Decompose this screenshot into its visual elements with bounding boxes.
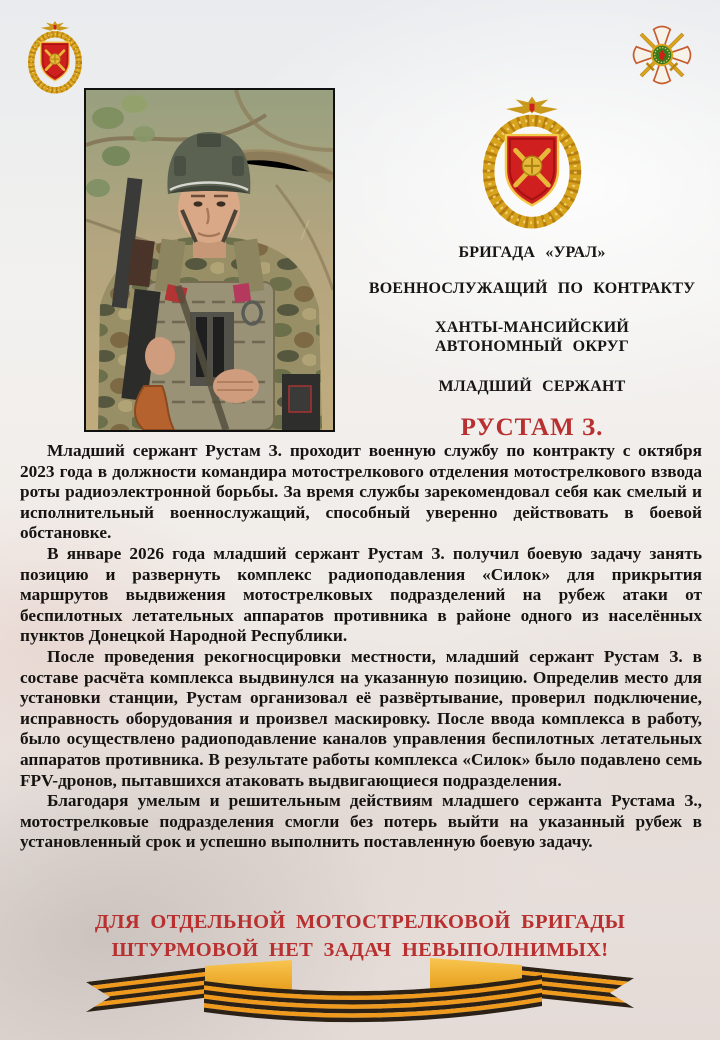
region-line1: ХАНТЫ-МАНСИЙСКИЙ bbox=[434, 319, 630, 336]
region-line2: АВТОНОМНЫЙ ОКРУГ bbox=[434, 338, 630, 355]
brigade-emblem-icon bbox=[479, 92, 585, 232]
military-district-emblem-icon bbox=[20, 20, 90, 94]
paragraph-3: После проведения рекогносцировки местности, младший сержант Рустам З. в составе расчёта комплекса выдвинулся на указанную позицию. Определив место для установки станции, Рустам организовал её развёртывание, проверил подключение, исправность оборудования и произвел маскировку. После ввода комплекса в работу, было осуществлено радиоподавление каналов управления беспилотных летательных аппаратов противника. В результате работы комплекса «Силок» было подавлено семь FPV-дронов, пытавшихся атаковать выдвигающиеся подразделения. bbox=[20, 646, 702, 790]
paragraph-2: В январе 2026 года младший сержант Рустам З. получил боевую задачу занять позицию и развернуть комплекс радиоподавления «Силок» для прикрытия маршрутов выдвижения мотострелковых подразделений на рубеж атаки от беспилотных летательных аппаратов противника в районе одного из населённых пунктов Донецкой Народной Республики. bbox=[20, 543, 702, 646]
paragraph-1: Младший сержант Рустам З. проходит военную службу по контракту с октября 2023 года в должности командира мотострелкового отделения мотострелкового взвода роты радиоэлектронной борьбы. За время службы зарекомендовал себя как смелый и исполнительный военнослужащий, способный уверенно действовать в боевой обстановке. bbox=[20, 441, 702, 543]
right-column bbox=[358, 88, 706, 442]
soldier-photo bbox=[84, 88, 335, 432]
slogan-line1: ДЛЯ ОТДЕЛЬНОЙ МОТОСТРЕЛКОВОЙ БРИГАДЫ bbox=[94, 911, 626, 933]
soldier-name: РУСТАМ З. bbox=[460, 414, 604, 441]
paragraph-4: Благодаря умелым и решительным действиям младшего сержанта Рустама З., мотострелковые подразделения смогли без потерь выйти на указанный рубеж в установленный срок и успешно выполнить поставленную боевую задачу. bbox=[20, 791, 702, 852]
region bbox=[358, 318, 706, 356]
st-george-ribbon-icon bbox=[80, 956, 640, 1038]
brigade-title: БРИГАДА «УРАЛ» bbox=[458, 244, 606, 261]
rank: МЛАДШИЙ СЕРЖАНТ bbox=[438, 378, 626, 395]
biography-text bbox=[20, 441, 702, 853]
service-type: ВОЕННОСЛУЖАЩИЙ ПО КОНТРАКТУ bbox=[368, 280, 696, 297]
slogan-line2: ШТУРМОВОЙ НЕТ ЗАДАЧ НЕВЫПОЛНИМЫХ! bbox=[111, 939, 609, 961]
order-cross-emblem-icon bbox=[630, 22, 694, 88]
